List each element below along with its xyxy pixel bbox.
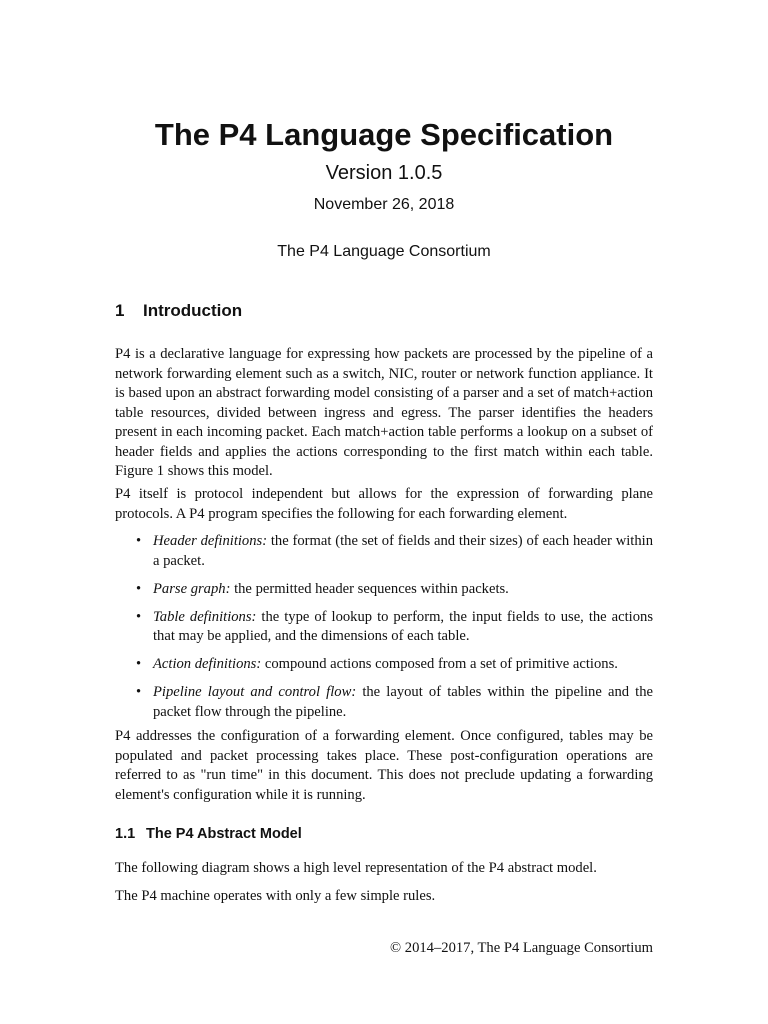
bullet-icon: • [136,580,142,597]
bullet-icon: • [136,684,142,700]
list-item [115,608,653,647]
list-item-term: Action definitions: [153,656,262,672]
section-heading-introduction [115,299,242,323]
document-author: The P4 Language Consortium [277,243,491,260]
list-item-term: Pipeline layout and control flow: [153,684,357,700]
intro-paragraph-3: P4 addresses the configuration of a forwarding element. Once configured, tables may be populated and packet processing takes place. These post-configuration operations are referred to as "run time" in this document. This does not preclude updating a forwarding element's configuration while it is running. [115,728,653,803]
subsection-title: The P4 Abstract Model [146,826,302,842]
subsection-number: 1.1 [115,826,136,842]
document-date: November 26, 2018 [313,196,455,213]
bullet-icon: • [136,533,142,549]
specification-list [115,532,653,731]
list-item [115,532,653,571]
list-item-text: the layout of tables within the pipeline and the packet flow through the pipeline. [153,684,654,720]
section-number: 1 [115,301,125,320]
list-item [115,655,653,675]
intro-paragraph-1: P4 is a declarative language for expressing how packets are processed by the pipeline of a network forwarding element such as a switch, NIC, router or network function appliance. It is based upon an abstract forwarding model consisting of a parser and a set of match+action table resources, divided between ingress and egress. The parser identifies the headers present in each incoming packet. Each match+action table performs a lookup on a subset of header fields and applies the actions corresponding to the first match within each table. Figure 1 shows this model. [115,346,653,479]
list-item-term: Parse graph: [153,580,231,597]
bullet-icon: • [136,656,142,672]
subsection-heading-abstract-model [115,823,302,845]
section-title: Introduction [143,301,243,320]
document-title: The P4 Language Specification [154,117,614,152]
list-item-text: compound actions composed from a set of primitive actions. [261,656,618,672]
document-version: Version 1.0.5 [325,162,443,184]
list-item-text: the format (the set of fields and their sizes) of each header within a packet. [153,533,653,569]
list-item-text: the permitted header sequences within packets. [230,580,509,597]
bullet-icon: • [136,608,142,625]
list-item-term: Header definitions: [153,533,268,549]
list-item-text: the type of lookup to perform, the input fields to use, the actions that may be applied, and the dimensions of each table. [153,608,654,644]
model-paragraph-1: The following diagram shows a high level representation of the P4 abstract model. [115,860,597,876]
page-footer-copyright: © 2014–2017, The P4 Language Consortium [390,940,653,956]
list-item [115,580,653,600]
list-item-term: Table definitions: [153,608,257,625]
model-paragraph-2: The P4 machine operates with only a few simple rules. [115,888,436,904]
list-item [115,683,653,722]
intro-paragraph-2: P4 itself is protocol independent but allows for the expression of forwarding plane protocols. A P4 program specifies the following for each forwarding element. [115,486,653,522]
